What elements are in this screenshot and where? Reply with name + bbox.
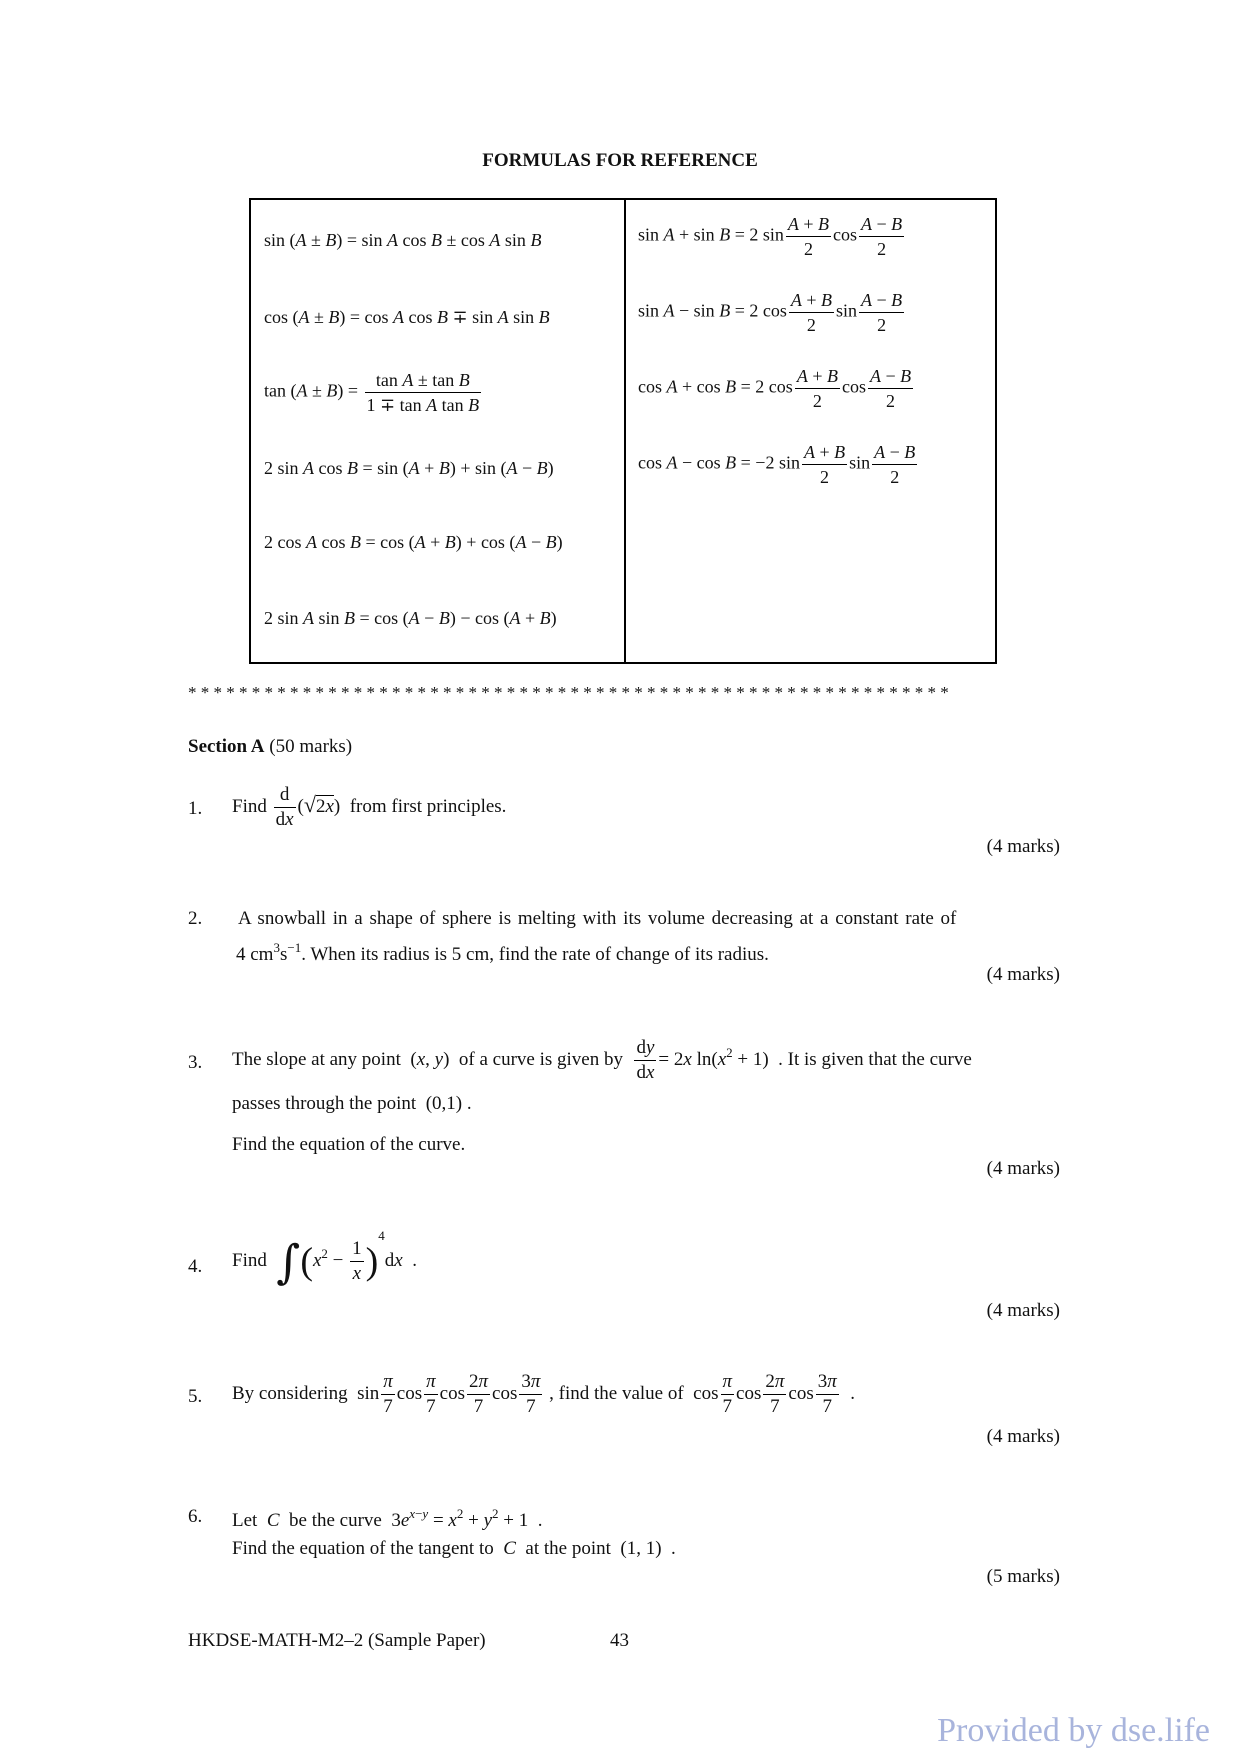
- q6-line2-text: Find the equation of the tangent to: [232, 1538, 494, 1559]
- question-6-marks: (5 marks): [986, 1566, 1060, 1587]
- question-3-number: 3.: [188, 1052, 203, 1073]
- question-5-text: By considering sin $\frac{\pi}{7}$ cos $\frac{\pi}{7}$ cos $\frac{2\pi}{7}$ cos $\frac{3\pi}{7}$ , find the value of cos $\frac{\pi}{7}$ cos $\frac{2\pi}{7}$ cos $\frac{3\pi}{7}$ .: [232, 1371, 855, 1417]
- q3-line2-text: passes through the point: [232, 1093, 417, 1114]
- question-4-text: Find $\int(x^2$ − $\frac{1}{x}$ )$^4$dx .: [232, 1228, 417, 1289]
- formula-2sinsin: 2 sin A sin B = cos (A − B) − cos (A + B): [264, 608, 557, 628]
- q6-text-a: Let: [232, 1510, 258, 1531]
- q1-find: Find: [232, 795, 267, 817]
- section-marks: (50 marks): [269, 736, 353, 757]
- footer-paper-code: HKDSE-MATH-M2–2 (Sample Paper): [188, 1630, 486, 1651]
- footer-page-number: 43: [610, 1630, 629, 1651]
- q3-text-c: . It is given that the curve: [778, 1048, 972, 1070]
- formula-sin-plus-sin: sin A + sin B = 2 sin $\frac{A + B}{2}$ cos $\frac{A - B}{2}$: [638, 214, 903, 259]
- question-2-line1: A snowball in a shape of sphere is melting with its volume decreasing at a constant rate of: [238, 908, 957, 929]
- question-2-marks: (4 marks): [986, 964, 1060, 985]
- formula-cos-plus-cos: cos A + cos B = 2 cos $\frac{A + B}{2}$ cos $\frac{A - B}{2}$: [638, 366, 912, 411]
- q4-find: Find: [232, 1250, 267, 1271]
- question-1-text: Find $\frac{d}{dx}$ (√2x) from first principles.: [232, 784, 507, 830]
- q3-text-a: The slope at any point: [232, 1048, 401, 1070]
- formula-2coscos: 2 cos A cos B = cos (A + B) + cos (A − B): [264, 532, 563, 552]
- formula-tan-sum: tan (A ± B) = $\frac{\text{tan A ± tan B}}{\text{1 ∓ tan A tan B}}$: [264, 370, 480, 415]
- q1-derivative: $\frac{d}{dx}$: [275, 784, 294, 830]
- question-1-marks: (4 marks): [986, 836, 1060, 857]
- formula-2sincos: 2 sin A cos B = sin (A + B) + sin (A − B): [264, 458, 554, 478]
- question-2-number: 2.: [188, 908, 203, 929]
- formula-cos-minus-cos: cos A − cos B = −2 sin $\frac{A + B}{2}$ sin $\frac{A - B}{2}$: [638, 442, 916, 487]
- table-divider: [624, 200, 626, 662]
- question-5-marks: (4 marks): [986, 1426, 1060, 1447]
- q5-text-b: , find the value of: [549, 1382, 684, 1404]
- question-4-number: 4.: [188, 1256, 203, 1277]
- q6-text-b: be the curve: [289, 1510, 382, 1531]
- q5-text-a: By considering: [232, 1382, 348, 1404]
- question-3-marks: (4 marks): [986, 1158, 1060, 1179]
- question-6-number: 6.: [188, 1506, 203, 1527]
- formula-cos-sum: cos (A ± B) = cos A cos B ∓ sin A sin B: [264, 307, 550, 327]
- section-heading: [188, 736, 352, 758]
- question-1-number: 1.: [188, 798, 203, 819]
- separator-stars: * * * * * * * * * * * * * * * * * * * * * * * * * * * * * * * * * * * * * * * * * * * * * * * * * * * * * * * * * * * *: [188, 683, 949, 702]
- q3-text-b: of a curve is given by: [458, 1048, 623, 1070]
- question-5-number: 5.: [188, 1386, 203, 1407]
- question-3-line2: passes through the point (0,1) .: [232, 1093, 472, 1114]
- question-6-line2: Find the equation of the tangent to C at the point (1, 1) .: [232, 1538, 676, 1559]
- page-title: FORMULAS FOR REFERENCE: [482, 150, 758, 171]
- q1-tail: from first principles.: [349, 795, 507, 817]
- formula-table: [249, 198, 997, 664]
- question-4-marks: (4 marks): [986, 1300, 1060, 1321]
- question-6-line1: Let C be the curve $3e^{x-y} = x^2 + y^2 + 1$ .: [232, 1506, 543, 1531]
- question-3-line3: Find the equation of the curve.: [232, 1134, 466, 1155]
- formula-sin-sum: sin (A ± B) = sin A cos B ± cos A sin B: [264, 230, 542, 250]
- formula-sin-minus-sin: sin A − sin B = 2 cos $\frac{A + B}{2}$ sin $\frac{A - B}{2}$: [638, 290, 903, 335]
- section-name: Section A: [188, 736, 265, 757]
- q6-text-c: at the point: [525, 1538, 611, 1559]
- question-3-line1: The slope at any point (x, y) of a curve is given by $\frac{dy}{dx}$ = 2x $\ln(x^2 + 1)$ . It is given that the curve: [232, 1037, 972, 1083]
- question-2-line2: 4 $cm^3s^{-1}$. When its radius is 5 cm, find the rate of change of its radius.: [236, 940, 769, 965]
- q2-line2-text: . When its radius is 5 cm, find the rate of change of its radius.: [301, 944, 769, 965]
- watermark-link[interactable]: Provided by dse.life: [937, 1712, 1210, 1749]
